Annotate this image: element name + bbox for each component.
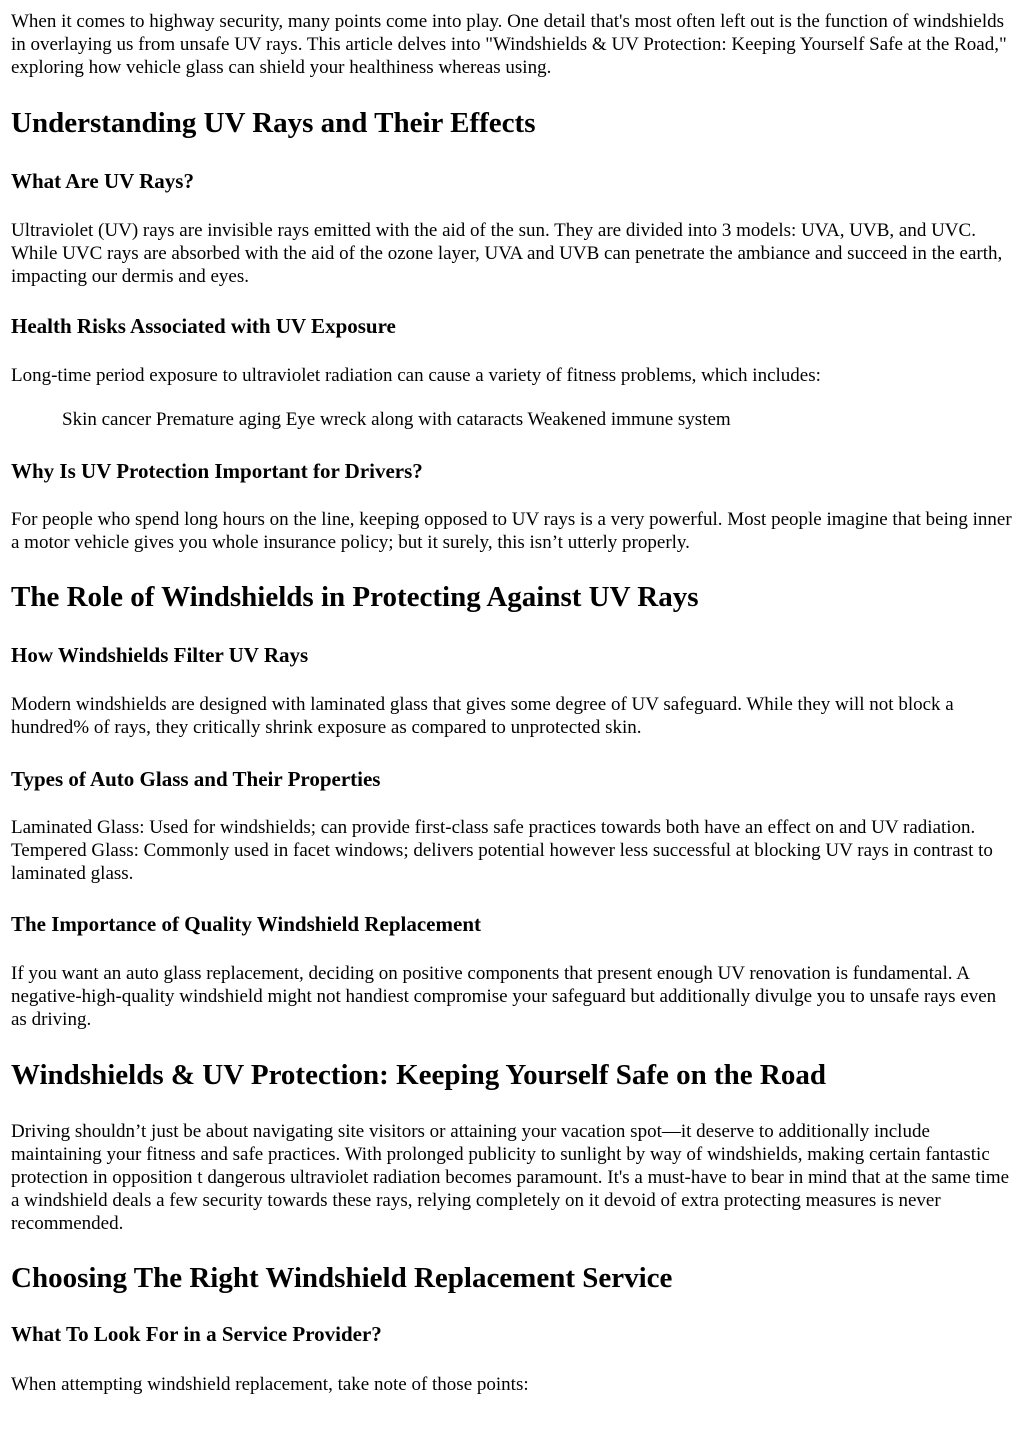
section-heading-choosing-service: Choosing The Right Windshield Replacement Service xyxy=(11,1262,673,1294)
section-heading-role-of-windshields: The Role of Windshields in Protecting Against UV Rays xyxy=(11,581,699,613)
paragraph-quality-replacement: If you want an auto glass replacement, deciding on positive components that present enough UV renovation is fundamental. A negative-high-quality windshield might not handiest compromise your safeguard but additionally divulge you to unsafe rays even as driving. xyxy=(11,963,997,1030)
section-heading-windshields-uv-protection: Windshields & UV Protection: Keeping Yourself Safe on the Road xyxy=(11,1059,826,1091)
subheading-service-provider: What To Look For in a Service Provider? xyxy=(11,1322,382,1346)
paragraph-windshields-uv-protection: Driving shouldn’t just be about navigating site visitors or attaining your vacation spot—it deserve to additionally include maintaining your fitness and safe practices. With prolonged publicity to sunlight by way of windshields, making certain fantastic protection in opposition t dangerous ultraviolet radiation becomes paramount. It's a must-have to bear in mind that at the same time a windshield deals a few security towards these rays, relying completely on it devoid of extra protecting measures is never recommended. xyxy=(11,1121,1010,1234)
subheading-types-of-auto-glass: Types of Auto Glass and Their Properties xyxy=(11,767,381,791)
paragraph-health-risks: Long-time period exposure to ultraviolet radiation can cause a variety of fitness problems, which includes: xyxy=(11,365,821,386)
paragraph-why-uv-protection: For people who spend long hours on the line, keeping opposed to UV rays is a very powerful. Most people imagine that being inner a motor vehicle gives you whole insurance policy; but it surely, this isn’t utterly properly. xyxy=(11,509,1012,553)
paragraph-what-are-uv-rays: Ultraviolet (UV) rays are invisible rays emitted with the aid of the sun. They are divided into 3 models: UVA, UVB, and UVC. While UVC rays are absorbed with the aid of the ozone layer, UVA and UVB can penetrate the ambiance and succeed in the earth, impacting our dermis and eyes. xyxy=(11,220,1003,287)
paragraph-service-provider: When attempting windshield replacement, take note of those points: xyxy=(11,1374,529,1395)
subheading-what-are-uv-rays: What Are UV Rays? xyxy=(11,169,194,193)
subheading-why-uv-protection: Why Is UV Protection Important for Drivers? xyxy=(11,459,423,483)
subheading-how-windshields-filter: How Windshields Filter UV Rays xyxy=(11,643,309,667)
subheading-quality-replacement: The Importance of Quality Windshield Replacement xyxy=(11,912,481,936)
subheading-health-risks: Health Risks Associated with UV Exposure xyxy=(11,314,396,338)
health-risks-list: Skin cancer Premature aging Eye wreck along with cataracts Weakened immune system xyxy=(62,409,731,430)
section-heading-understanding-uv: Understanding UV Rays and Their Effects xyxy=(11,107,536,139)
paragraph-how-windshields-filter: Modern windshields are designed with laminated glass that gives some degree of UV safeguard. While they will not block a hundred% of rays, they critically shrink exposure as compared to unprotected skin. xyxy=(11,694,954,738)
intro-paragraph: When it comes to highway security, many points come into play. One detail that's most often left out is the function of windshields in overlaying us from unsafe UV rays. This article delves into "Windshields & UV Protection: Keeping Yourself Safe at the Road," exploring how vehicle glass can shield your healthiness whereas using. xyxy=(11,11,1007,78)
paragraph-types-of-auto-glass: Laminated Glass: Used for windshields; can provide first-class safe practices towards both have an effect on and UV radiation. Tempered Glass: Commonly used in facet windows; delivers potential however less successful at blocking UV rays in contrast to laminated glass. xyxy=(11,817,993,884)
